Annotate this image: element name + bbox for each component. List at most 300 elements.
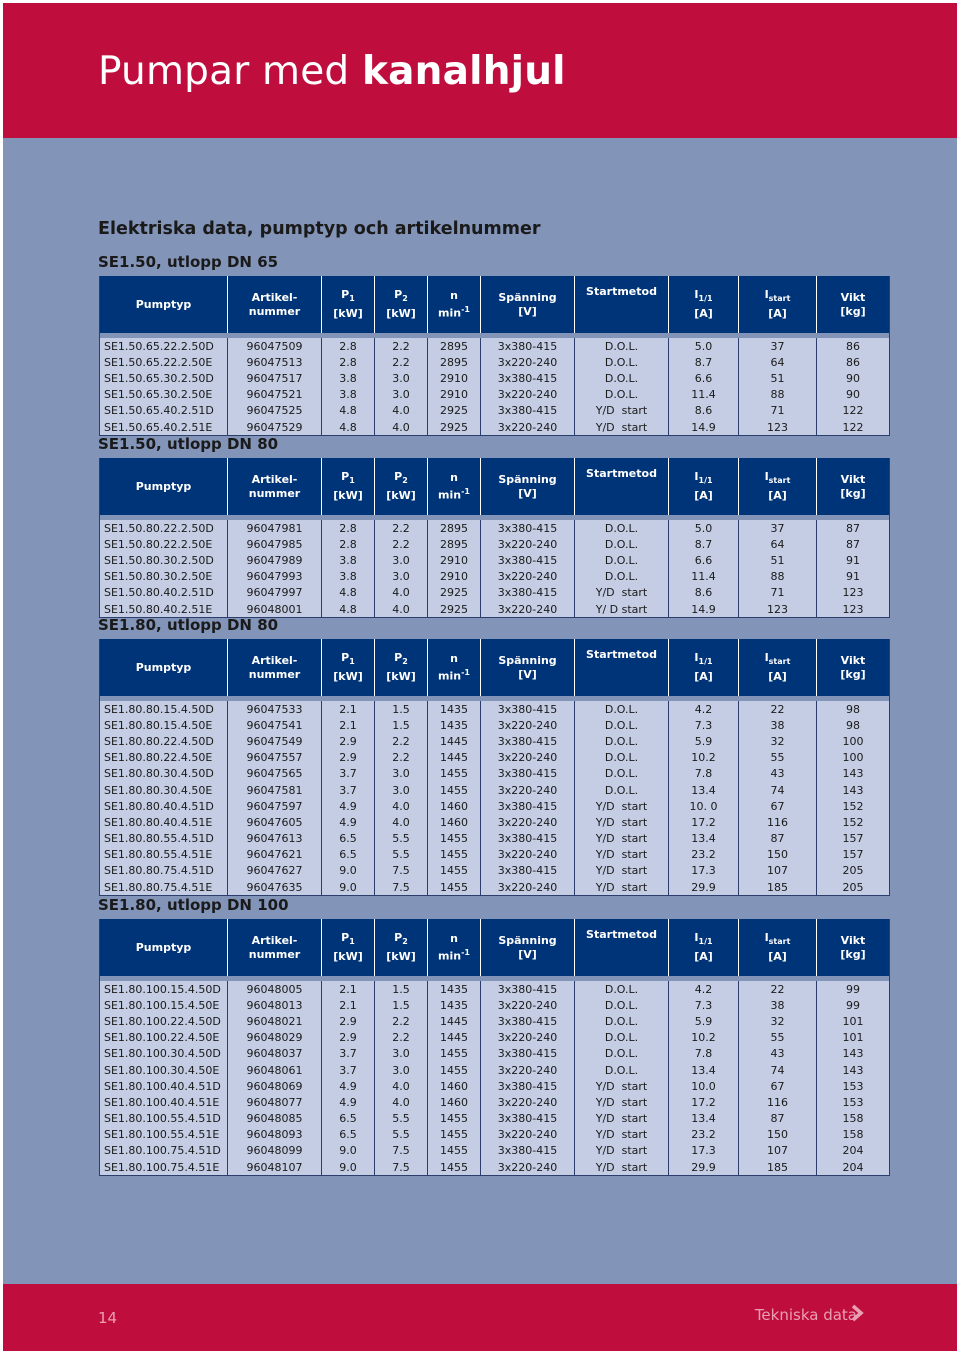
table-cell: SE1.50.65.30.2.50D — [100, 370, 228, 386]
header-text: [kg] — [840, 304, 866, 318]
table-cell: 51 — [739, 370, 817, 386]
col-p1-header — [322, 276, 375, 333]
table-cell: 3.0 — [375, 370, 428, 386]
header-line — [322, 931, 374, 949]
table-cell: Y/D start — [575, 1127, 669, 1143]
table-cell: 9.0 — [322, 879, 375, 896]
table-cell: 3x380-415 — [481, 831, 575, 847]
table-cell: SE1.50.80.40.2.51D — [100, 585, 228, 601]
table-cell: 123 — [817, 601, 890, 618]
table-cell: 7.3 — [669, 997, 739, 1013]
table-cell: 1.5 — [375, 981, 428, 997]
header-text: min — [438, 488, 462, 502]
table-cell: 96047557 — [228, 750, 322, 766]
table-cell: D.O.L. — [575, 1030, 669, 1046]
table-row — [100, 847, 890, 863]
table-cell: 96047525 — [228, 403, 322, 419]
header-line — [228, 948, 321, 962]
table-cell: 96047993 — [228, 569, 322, 585]
col-startmetod-header — [575, 276, 669, 333]
table-cell: 1445 — [428, 750, 481, 766]
footer-section-link[interactable]: Tekniska data — [754, 1306, 857, 1324]
table-cell: 3x380-415 — [481, 1143, 575, 1159]
table-cell: 96048013 — [228, 997, 322, 1013]
table-row — [100, 552, 890, 568]
header-text: nummer — [248, 304, 301, 318]
table-cell: 4.0 — [375, 814, 428, 830]
table-cell: 1445 — [428, 1030, 481, 1046]
header-line — [100, 941, 227, 955]
table-cell: 96047635 — [228, 879, 322, 896]
header-line — [669, 307, 738, 321]
header-text: Vikt — [840, 290, 866, 304]
table-cell: 3x220-240 — [481, 569, 575, 585]
table-cell: D.O.L. — [575, 338, 669, 354]
table-row — [100, 569, 890, 585]
col-vikt-header — [817, 919, 890, 976]
table-cell: 3.0 — [375, 782, 428, 798]
table-cell: 2925 — [428, 419, 481, 436]
header-text: [A] — [694, 949, 713, 963]
page-title-bold: kanalhjul — [361, 49, 566, 94]
table-cell: D.O.L. — [575, 997, 669, 1013]
table-cell: 71 — [739, 585, 817, 601]
pump-data-table — [99, 458, 890, 618]
header-text: I — [764, 470, 769, 484]
table-cell: 17.2 — [669, 1094, 739, 1110]
table-cell: Y/D start — [575, 1094, 669, 1110]
header-subscript: 2 — [402, 294, 408, 304]
table-cell: 3x380-415 — [481, 1013, 575, 1029]
table-cell: 10.2 — [669, 750, 739, 766]
table-cell: 32 — [739, 1013, 817, 1029]
table-cell: SE1.80.80.40.4.51D — [100, 798, 228, 814]
col-pumptyp-header — [100, 639, 228, 696]
table-cell: 43 — [739, 766, 817, 782]
table-cell: 2.2 — [375, 750, 428, 766]
header-line — [322, 470, 374, 488]
table-cell: D.O.L. — [575, 733, 669, 749]
table-row — [100, 1111, 890, 1127]
table-cell: 4.2 — [669, 701, 739, 717]
table-cell: 3x380-415 — [481, 1078, 575, 1094]
table-cell: 3x380-415 — [481, 981, 575, 997]
table-cell: 3x220-240 — [481, 536, 575, 552]
col-n-header — [428, 919, 481, 976]
table-cell: 3x220-240 — [481, 847, 575, 863]
header-line — [669, 288, 738, 306]
header-line — [817, 934, 889, 948]
header-text: Artikel- — [251, 653, 298, 667]
table-cell: 3.0 — [375, 387, 428, 403]
table-cell: 96047533 — [228, 701, 322, 717]
table-cell: 2.9 — [322, 1030, 375, 1046]
table-cell: 2.2 — [375, 1013, 428, 1029]
table-cell: 96048001 — [228, 601, 322, 618]
header-text: Pumptyp — [135, 940, 192, 954]
table-cell: 3x380-415 — [481, 798, 575, 814]
table-cell: 99 — [817, 997, 890, 1013]
table-row — [100, 733, 890, 749]
table-row — [100, 387, 890, 403]
header-line — [228, 668, 321, 682]
header-text: [A] — [694, 488, 713, 502]
table-cell: 96047613 — [228, 831, 322, 847]
table-cell: D.O.L. — [575, 520, 669, 536]
header-supscript: -1 — [461, 304, 470, 314]
pump-data-table — [99, 639, 890, 896]
table-cell: 87 — [739, 1111, 817, 1127]
header-line — [375, 489, 427, 503]
table-cell: 4.0 — [375, 601, 428, 618]
header-line — [375, 288, 427, 306]
table-cell: 1435 — [428, 717, 481, 733]
table-cell: Y/D start — [575, 814, 669, 830]
header-line — [100, 480, 227, 494]
table-row — [100, 520, 890, 536]
table-cell: 3x380-415 — [481, 338, 575, 354]
table-cell: Y/D start — [575, 585, 669, 601]
col-p1-header — [322, 919, 375, 976]
col-spanning-header — [481, 919, 575, 976]
table-cell: 1455 — [428, 1127, 481, 1143]
header-line — [481, 487, 574, 501]
table-title: SE1.50, utlopp DN 80 — [98, 435, 279, 453]
table-cell: 23.2 — [669, 847, 739, 863]
table-cell: 1.5 — [375, 701, 428, 717]
table-cell: 2.8 — [322, 354, 375, 370]
header-text: I — [694, 288, 699, 302]
table-row — [100, 863, 890, 879]
table-cell: 4.9 — [322, 1094, 375, 1110]
table-cell: 96047509 — [228, 338, 322, 354]
header-line — [481, 948, 574, 962]
table-cell: 3x220-240 — [481, 879, 575, 896]
header-text: [kW] — [333, 488, 363, 502]
table-cell: 143 — [817, 1062, 890, 1078]
table-cell: 10.2 — [669, 1030, 739, 1046]
table-cell: 96047581 — [228, 782, 322, 798]
header-subscript: 1/1 — [698, 657, 713, 667]
table-cell: 3x380-415 — [481, 370, 575, 386]
table-cell: 6.5 — [322, 847, 375, 863]
table-row — [100, 1078, 890, 1094]
table-cell: SE1.50.65.22.2.50E — [100, 354, 228, 370]
table-row — [100, 766, 890, 782]
header-text: [kW] — [333, 306, 363, 320]
header-line — [669, 950, 738, 964]
table-cell: 98 — [817, 717, 890, 733]
header-supscript: -1 — [461, 667, 470, 677]
table-cell: SE1.80.80.22.4.50E — [100, 750, 228, 766]
header-line — [322, 651, 374, 669]
header-line — [375, 470, 427, 488]
table-cell: 4.0 — [375, 1094, 428, 1110]
table-cell: 2910 — [428, 552, 481, 568]
table-cell: D.O.L. — [575, 1013, 669, 1029]
header-text: Vikt — [840, 472, 866, 486]
header-text: n — [450, 288, 458, 302]
table-cell: 3x380-415 — [481, 520, 575, 536]
header-line — [428, 303, 480, 321]
table-row — [100, 782, 890, 798]
header-line — [817, 291, 889, 305]
header-subscript: 1 — [349, 476, 355, 486]
page-title-light: Pumpar med — [98, 49, 350, 94]
header-line — [739, 950, 816, 964]
table-cell: SE1.80.80.22.4.50D — [100, 733, 228, 749]
header-text: P — [394, 651, 403, 665]
header-text: I — [694, 931, 699, 945]
table-cell: 1460 — [428, 1078, 481, 1094]
table-cell: 6.5 — [322, 831, 375, 847]
table-cell: 1460 — [428, 798, 481, 814]
table-cell: 7.5 — [375, 879, 428, 896]
col-n-header — [428, 639, 481, 696]
header-text: Startmetod — [586, 285, 657, 298]
header-line — [817, 668, 889, 682]
table-cell: 11.4 — [669, 387, 739, 403]
table-cell: 205 — [817, 863, 890, 879]
table-cell: 17.3 — [669, 863, 739, 879]
table-cell: 2.9 — [322, 750, 375, 766]
table-cell: 122 — [817, 403, 890, 419]
table-cell: 17.2 — [669, 814, 739, 830]
header-text: n — [450, 931, 458, 945]
table-cell: Y/D start — [575, 419, 669, 436]
table-cell: SE1.50.65.22.2.50D — [100, 338, 228, 354]
header-text: Artikel- — [251, 933, 298, 947]
table-cell: 96048093 — [228, 1127, 322, 1143]
header-line — [669, 931, 738, 949]
table-cell: 2.1 — [322, 981, 375, 997]
table-cell: 6.6 — [669, 552, 739, 568]
table-cell: 7.5 — [375, 1143, 428, 1159]
table-cell: Y/D start — [575, 1078, 669, 1094]
header-text: [kg] — [840, 486, 866, 500]
table-cell: 7.5 — [375, 863, 428, 879]
col-artikelnummer-header — [228, 919, 322, 976]
header-text: Pumptyp — [135, 297, 192, 311]
table-cell: SE1.80.80.30.4.50D — [100, 766, 228, 782]
table-cell: 123 — [739, 419, 817, 436]
table-cell: D.O.L. — [575, 536, 669, 552]
table-cell: 3.8 — [322, 387, 375, 403]
table-cell: 1455 — [428, 782, 481, 798]
table-cell: D.O.L. — [575, 1046, 669, 1062]
col-artikelnummer-header — [228, 639, 322, 696]
table-cell: 6.5 — [322, 1111, 375, 1127]
table-cell: 3x220-240 — [481, 997, 575, 1013]
table-cell: 64 — [739, 354, 817, 370]
header-line — [100, 661, 227, 675]
header-line — [322, 489, 374, 503]
table-cell: SE1.80.100.22.4.50E — [100, 1030, 228, 1046]
table-cell: 96048029 — [228, 1030, 322, 1046]
table-cell: 90 — [817, 387, 890, 403]
table-row — [100, 1046, 890, 1062]
table-cell: 3x380-415 — [481, 585, 575, 601]
table-cell: 96047989 — [228, 552, 322, 568]
table-cell: D.O.L. — [575, 701, 669, 717]
table-cell: D.O.L. — [575, 717, 669, 733]
table-cell: 86 — [817, 338, 890, 354]
table-title: SE1.80, utlopp DN 80 — [98, 616, 279, 634]
table-cell: 88 — [739, 387, 817, 403]
table-cell: D.O.L. — [575, 354, 669, 370]
header-text: n — [450, 470, 458, 484]
header-text: I — [694, 470, 699, 484]
table-cell: 100 — [817, 750, 890, 766]
table-cell: 2.9 — [322, 1013, 375, 1029]
table-cell: 3x380-415 — [481, 863, 575, 879]
table-cell: 96047981 — [228, 520, 322, 536]
table-row — [100, 354, 890, 370]
table-cell: 22 — [739, 981, 817, 997]
header-line — [575, 285, 668, 299]
header-line — [481, 668, 574, 682]
header-subscript: 2 — [402, 476, 408, 486]
table-cell: 3x380-415 — [481, 403, 575, 419]
header-text: I — [694, 651, 699, 665]
table-row — [100, 1143, 890, 1159]
table-cell: SE1.80.100.30.4.50E — [100, 1062, 228, 1078]
header-band — [3, 3, 957, 138]
header-line — [428, 932, 480, 946]
table-cell: SE1.50.80.22.2.50D — [100, 520, 228, 536]
table-row — [100, 879, 890, 896]
table-cell: 3.0 — [375, 552, 428, 568]
col-p2-header — [375, 276, 428, 333]
col-startmetod-header — [575, 639, 669, 696]
table-cell: SE1.80.100.75.4.51D — [100, 1143, 228, 1159]
table-cell: 4.0 — [375, 1078, 428, 1094]
header-text: [V] — [518, 667, 537, 681]
table-row — [100, 1094, 890, 1110]
page-title — [98, 49, 566, 94]
header-line — [428, 946, 480, 964]
header-text: Spänning — [498, 472, 557, 486]
table-cell: 3.0 — [375, 569, 428, 585]
table-cell: 4.9 — [322, 1078, 375, 1094]
table-row — [100, 831, 890, 847]
table-cell: 150 — [739, 847, 817, 863]
table-cell: 29.9 — [669, 1159, 739, 1176]
col-n-header — [428, 458, 481, 515]
header-line — [481, 654, 574, 668]
header-text: [V] — [518, 947, 537, 961]
table-cell: 204 — [817, 1143, 890, 1159]
header-subscript: start — [768, 657, 791, 667]
table-cell: SE1.80.100.75.4.51E — [100, 1159, 228, 1176]
table-cell: 2895 — [428, 520, 481, 536]
table-cell: 1460 — [428, 1094, 481, 1110]
table-cell: 1455 — [428, 1143, 481, 1159]
header-line — [739, 307, 816, 321]
table-cell: 74 — [739, 1062, 817, 1078]
header-text: P — [341, 651, 350, 665]
table-cell: 87 — [739, 831, 817, 847]
table-cell: SE1.50.65.40.2.51D — [100, 403, 228, 419]
header-line — [669, 470, 738, 488]
table-cell: 107 — [739, 863, 817, 879]
table-cell: 153 — [817, 1078, 890, 1094]
header-line — [575, 648, 668, 662]
col-p2-header — [375, 458, 428, 515]
header-line — [428, 666, 480, 684]
header-text: [A] — [768, 488, 787, 502]
table-cell: 1455 — [428, 1062, 481, 1078]
header-text: [kW] — [386, 669, 416, 683]
header-text: n — [450, 651, 458, 665]
header-line — [375, 651, 427, 669]
header-line — [817, 654, 889, 668]
col-p2-header — [375, 639, 428, 696]
table-cell: 2.2 — [375, 520, 428, 536]
table-row — [100, 403, 890, 419]
table-cell: SE1.80.100.40.4.51D — [100, 1078, 228, 1094]
header-text: I — [764, 288, 769, 302]
header-line — [322, 307, 374, 321]
header-line — [428, 471, 480, 485]
table-cell: SE1.80.100.55.4.51E — [100, 1127, 228, 1143]
table-cell: SE1.50.80.40.2.51E — [100, 601, 228, 618]
header-text: min — [438, 949, 462, 963]
table-cell: 3.0 — [375, 766, 428, 782]
table-cell: 3x380-415 — [481, 766, 575, 782]
header-line — [428, 485, 480, 503]
table-cell: 96048061 — [228, 1062, 322, 1078]
header-text: Artikel- — [251, 472, 298, 486]
table-cell: Y/D start — [575, 863, 669, 879]
table-cell: 4.9 — [322, 814, 375, 830]
col-i-rated-header — [669, 639, 739, 696]
table-cell: 157 — [817, 847, 890, 863]
table-cell: Y/D start — [575, 847, 669, 863]
table-cell: 7.3 — [669, 717, 739, 733]
col-vikt-header — [817, 276, 890, 333]
header-text: P — [394, 470, 403, 484]
header-line — [575, 467, 668, 481]
header-line — [228, 934, 321, 948]
header-text: min — [438, 669, 462, 683]
col-startmetod-header — [575, 919, 669, 976]
header-line — [375, 931, 427, 949]
table-cell: 8.6 — [669, 585, 739, 601]
table-cell: 8.7 — [669, 354, 739, 370]
table-cell: 3.7 — [322, 1046, 375, 1062]
table-cell: 1455 — [428, 1111, 481, 1127]
table-cell: 96047627 — [228, 863, 322, 879]
col-i-rated-header — [669, 458, 739, 515]
header-line — [481, 291, 574, 305]
header-text: [A] — [768, 669, 787, 683]
table-cell: 2.1 — [322, 997, 375, 1013]
table-cell: 152 — [817, 798, 890, 814]
header-line — [739, 489, 816, 503]
col-vikt-header — [817, 458, 890, 515]
table-cell: 4.8 — [322, 585, 375, 601]
table-cell: 2.1 — [322, 701, 375, 717]
table-cell: SE1.80.80.75.4.51E — [100, 879, 228, 896]
table-cell: 7.5 — [375, 1159, 428, 1176]
header-line — [669, 489, 738, 503]
table-cell: 4.0 — [375, 798, 428, 814]
col-pumptyp-header — [100, 458, 228, 515]
table-cell: 88 — [739, 569, 817, 585]
header-text: Pumptyp — [135, 660, 192, 674]
table-cell: Y/D start — [575, 1111, 669, 1127]
